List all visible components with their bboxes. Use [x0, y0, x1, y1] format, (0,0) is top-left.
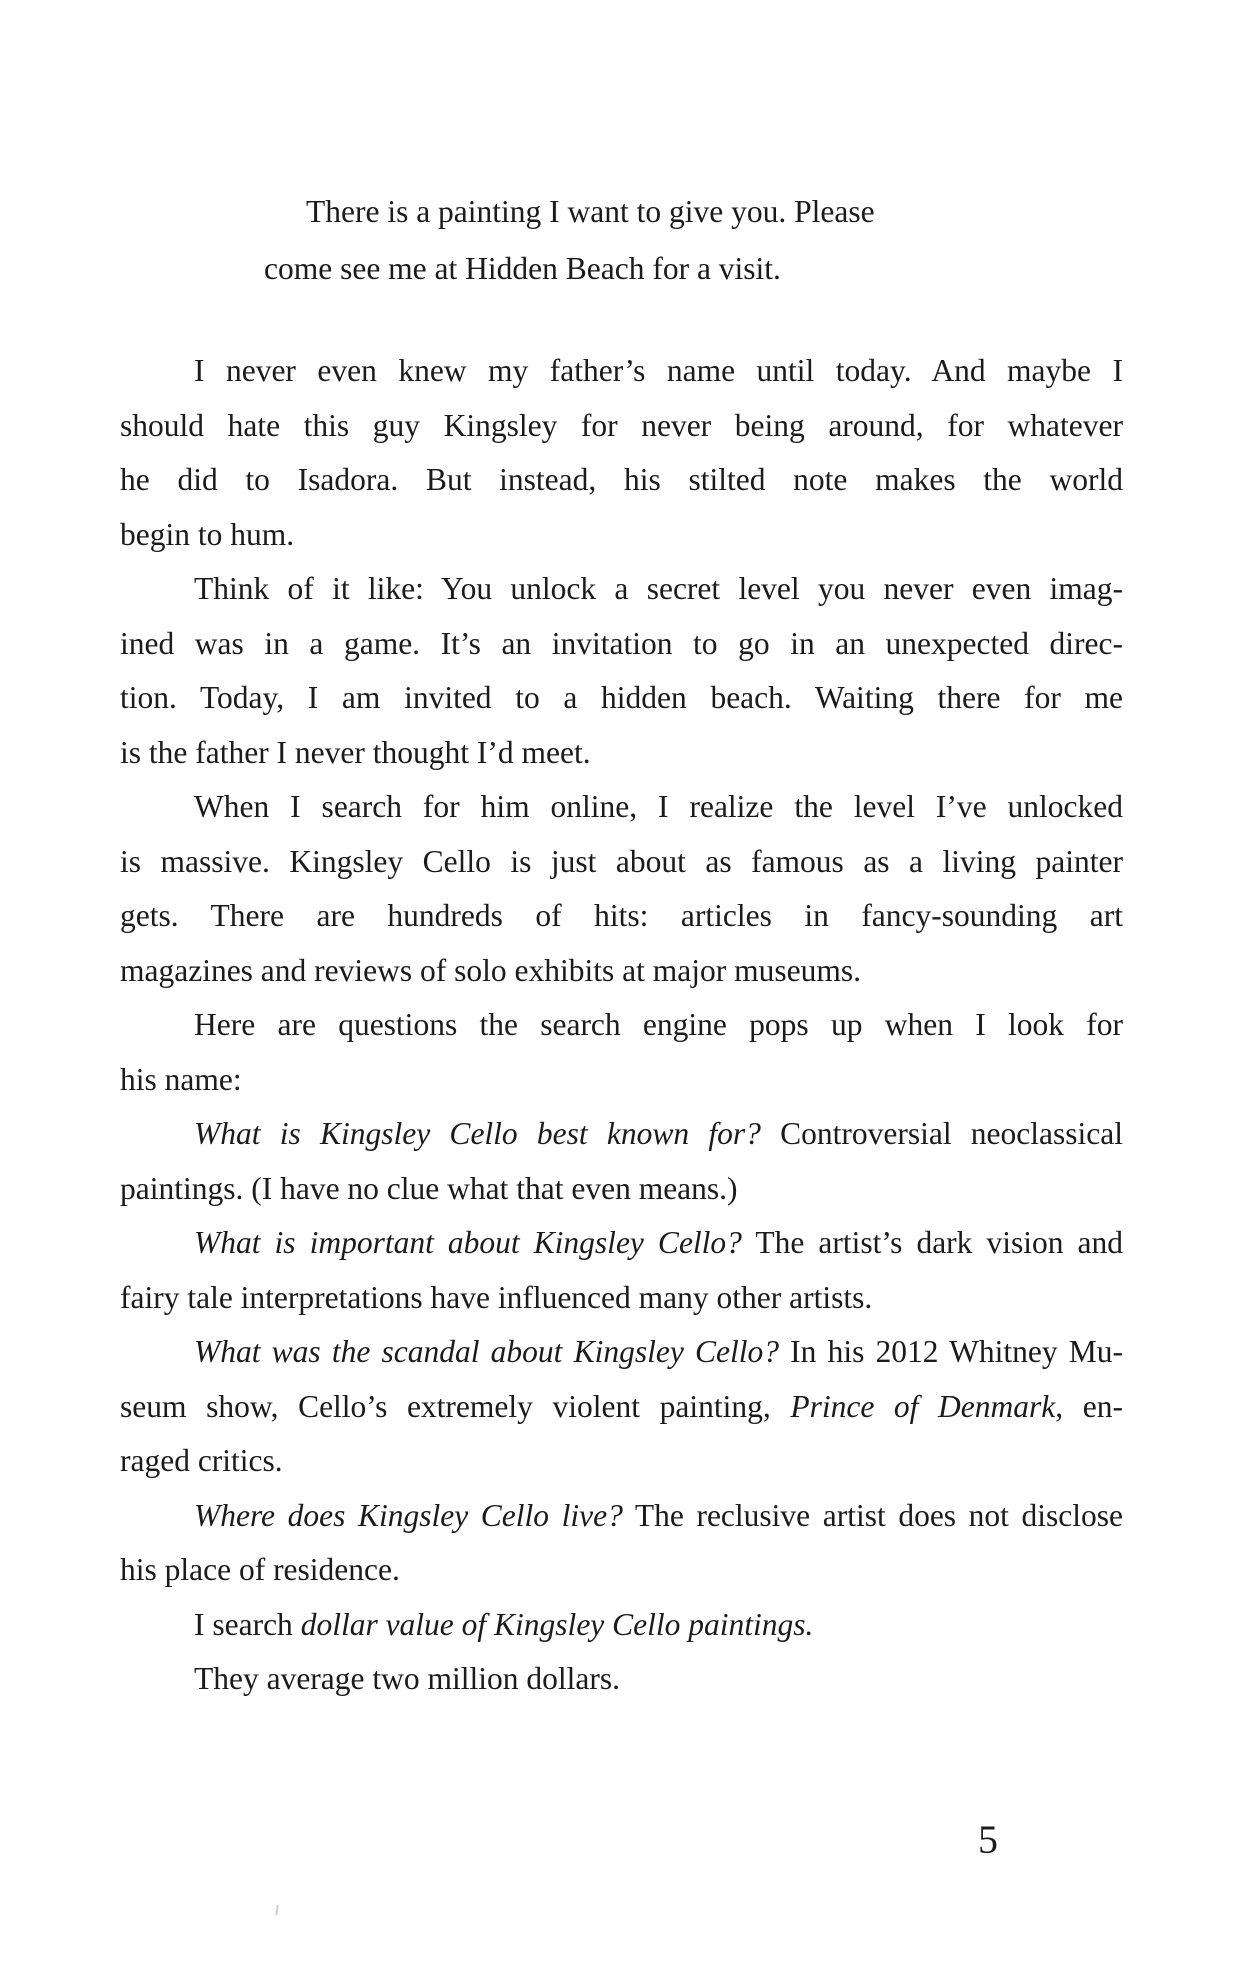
- paragraph: [120, 562, 1123, 780]
- epigraph-note: [264, 183, 1124, 297]
- paragraph: [120, 780, 1123, 998]
- regular-text: fairy tale interpretations have influenced many other artists.: [120, 1279, 873, 1315]
- text-line: [120, 453, 1123, 508]
- regular-text: I never even knew my father’s name until today. And maybe I: [194, 353, 1123, 388]
- page-number: 5: [978, 1817, 998, 1862]
- text-line: [120, 944, 1123, 999]
- regular-text: is the father I never thought I’d meet.: [120, 734, 591, 770]
- regular-text: is massive. Kingsley Cello is just about as famous as a living painter: [120, 843, 1123, 879]
- regular-text: Here are questions the search engine pops up when I look for: [194, 1007, 1123, 1042]
- regular-text: his place of residence.: [120, 1552, 400, 1587]
- regular-text: he did to Isadora. But instead, his stilted note makes the world: [120, 462, 1123, 497]
- italic-text: dollar value of Kingsley Cello paintings.: [300, 1606, 814, 1642]
- italic-text: What was the scandal about Kingsley Cello?: [194, 1334, 779, 1369]
- text-line: [120, 1271, 1123, 1326]
- paragraph: [120, 1325, 1123, 1489]
- paragraph: [120, 1107, 1123, 1216]
- regular-text: I search: [194, 1606, 301, 1642]
- paragraph: [120, 1652, 1123, 1707]
- paragraph: [120, 344, 1123, 562]
- text-line: [120, 889, 1123, 944]
- regular-text: paintings. (I have no clue what that even means.): [120, 1170, 738, 1206]
- text-line: [120, 1053, 1123, 1108]
- text-line: [120, 998, 1123, 1053]
- text-line: [120, 617, 1123, 672]
- paragraph: [120, 1598, 1123, 1653]
- text-line: [120, 726, 1123, 781]
- paragraph: [120, 998, 1123, 1107]
- regular-text: his name:: [120, 1061, 242, 1097]
- regular-text: seum show, Cello’s extremely violent painting,: [120, 1388, 791, 1424]
- text-line: [120, 508, 1123, 563]
- text-line: [120, 562, 1123, 617]
- body-text: [120, 344, 1123, 1707]
- regular-text: gets. There are hundreds of hits: articles in fancy-sounding art: [120, 898, 1123, 933]
- note-line: There is a painting I want to give you. Please: [306, 194, 875, 229]
- regular-text: In his 2012 Whitney Mu-: [779, 1334, 1123, 1369]
- text-line: [120, 1162, 1123, 1217]
- text-line: [120, 399, 1123, 454]
- text-line: [120, 671, 1123, 726]
- text-line: [120, 1434, 1123, 1489]
- text-line: [120, 1107, 1123, 1162]
- text-line: [120, 780, 1123, 835]
- regular-text: When I search for him online, I realize the level I’ve unlocked: [194, 789, 1123, 824]
- note-line: come see me at Hidden Beach for a visit.: [264, 251, 781, 286]
- regular-text: magazines and reviews of solo exhibits at major museums.: [120, 952, 861, 988]
- italic-text: Prince of Denmark: [790, 1388, 1056, 1424]
- italic-text: What is important about Kingsley Cello?: [194, 1225, 742, 1260]
- regular-text: raged critics.: [120, 1443, 283, 1478]
- text-line: [120, 1489, 1123, 1544]
- text-line: [120, 344, 1123, 399]
- regular-text: begin to hum.: [120, 516, 295, 552]
- paragraph: [120, 1216, 1123, 1325]
- regular-text: Controversial neoclassical: [760, 1116, 1123, 1151]
- regular-text: The artist’s dark vision and: [741, 1225, 1123, 1260]
- italic-text: Where does Kingsley Cello live?: [194, 1497, 623, 1533]
- text-line: [120, 1598, 1123, 1653]
- text-line: [120, 835, 1123, 890]
- regular-text: ined was in a game. It’s an invitation to go in an unexpected direc-: [120, 625, 1123, 661]
- regular-text: should hate this guy Kingsley for never being around, for whatever: [120, 407, 1123, 443]
- text-line: [120, 1380, 1123, 1435]
- text-line: [120, 1543, 1123, 1598]
- text-line: [120, 1652, 1123, 1707]
- regular-text: tion. Today, I am invited to a hidden beach. Waiting there for me: [120, 680, 1123, 715]
- italic-text: What is Kingsley Cello best known for?: [194, 1116, 761, 1151]
- text-line: [120, 1216, 1123, 1271]
- regular-text: The reclusive artist does not disclose: [622, 1497, 1123, 1533]
- paragraph: [120, 1489, 1123, 1598]
- scan-speck: [275, 1905, 278, 1915]
- regular-text: , en-: [1055, 1388, 1123, 1424]
- text-line: [120, 1325, 1123, 1380]
- regular-text: They average two million dollars.: [194, 1661, 621, 1696]
- regular-text: Think of it like: You unlock a secret level you never even imag-: [194, 571, 1123, 606]
